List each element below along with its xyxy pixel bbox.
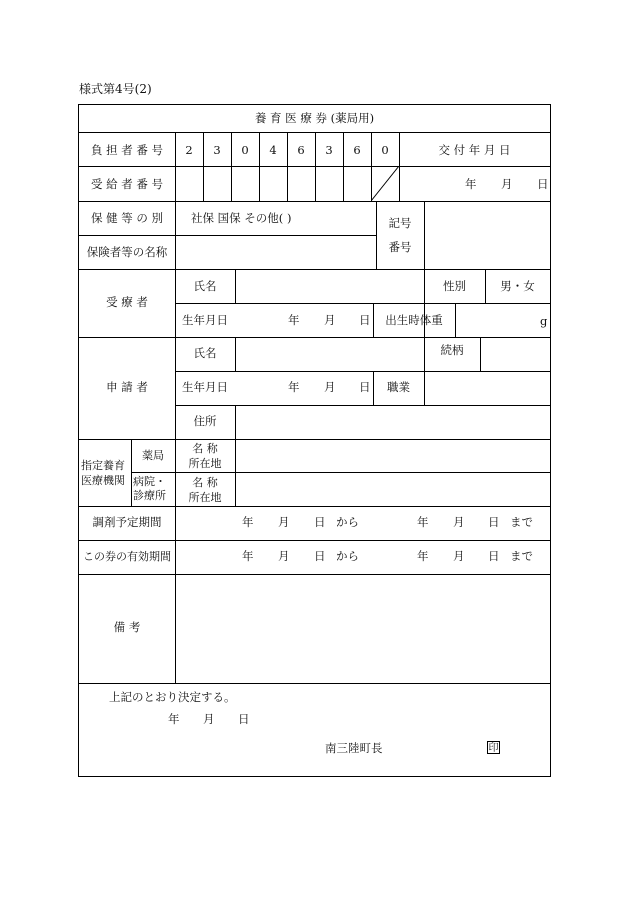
occupation-label: 職業	[387, 380, 410, 394]
from-label: から	[336, 515, 359, 529]
applicant-label: 申 請 者	[106, 380, 148, 394]
hospital-name-label: 名 称	[192, 476, 218, 489]
medical-care-voucher-form	[78, 104, 551, 777]
burden-digit: 2	[185, 143, 193, 157]
date-month: 月	[324, 380, 336, 394]
date-year: 年	[417, 549, 429, 563]
patient-birthdate-label: 生年月日	[182, 313, 228, 327]
date-month: 月	[278, 549, 290, 563]
applicant-birthdate-label: 生年月日	[182, 380, 228, 394]
date-day: 日	[238, 712, 250, 726]
insurance-type-options: 社保 国保 その他( )	[191, 211, 292, 225]
burden-digit: 0	[241, 143, 249, 157]
applicant-name-label: 氏名	[193, 346, 217, 360]
to-label: まで	[510, 549, 533, 563]
burden-digit: 3	[325, 143, 333, 157]
date-day: 日	[488, 549, 500, 563]
date-day: 日	[359, 380, 371, 394]
date-year: 年	[168, 712, 180, 726]
date-month: 月	[453, 549, 465, 563]
date-year: 年	[288, 313, 300, 327]
burden-digit: 4	[269, 143, 277, 157]
dispensing-period-label: 調剤予定期間	[92, 515, 162, 529]
pharmacy-location-label: 所在地	[188, 457, 222, 470]
form-title: 養 育 医 療 券 (薬局用)	[254, 111, 375, 125]
to-label: まで	[510, 515, 533, 529]
date-year: 年	[242, 515, 254, 529]
remarks-label: 備 考	[113, 620, 141, 634]
burden-digit: 0	[381, 143, 389, 157]
institution-label-1: 指定養育	[81, 459, 125, 472]
pharmacy-name-label: 名 称	[192, 442, 218, 455]
institution-label-2: 医療機関	[81, 474, 125, 487]
diagonal-slash	[371, 166, 399, 201]
date-year: 年	[242, 549, 254, 563]
burden-digit: 6	[353, 143, 361, 157]
signer: 南三陸町長	[325, 741, 383, 755]
insurer-name-label: 保険者等の名称	[86, 245, 168, 259]
date-year: 年	[288, 380, 300, 394]
date-day: 日	[488, 515, 500, 529]
date-day: 日	[314, 515, 326, 529]
recipient-number-label: 受 給 者 番 号	[90, 177, 164, 191]
date-month: 月	[324, 313, 336, 327]
form-number: 様式第4号(2)	[79, 82, 152, 96]
birth-weight-label: 出生時体重	[385, 313, 443, 327]
patient-name-label: 氏名	[193, 279, 217, 293]
date-year: 年	[417, 515, 429, 529]
date-day: 日	[314, 549, 326, 563]
hospital-location-label: 所在地	[188, 491, 222, 504]
burden-digit: 6	[297, 143, 305, 157]
date-month: 月	[203, 712, 215, 726]
decision-text: 上記のとおり決定する。	[109, 690, 236, 704]
burden-number-label: 負 担 者 番 号	[90, 143, 164, 157]
weight-unit: g	[540, 314, 548, 328]
date-month: 月	[453, 515, 465, 529]
relationship-label: 続柄	[440, 343, 464, 357]
date-month: 月	[278, 515, 290, 529]
seal-mark: 印	[488, 743, 499, 754]
issue-date-label: 交 付 年 月 日	[438, 143, 511, 157]
hospital-label-2: 診療所	[133, 489, 166, 502]
date-day: 日	[537, 177, 549, 191]
date-month: 月	[501, 177, 513, 191]
burden-digit: 3	[213, 143, 221, 157]
patient-label: 受 療 者	[106, 295, 148, 309]
patient-gender-label: 性別	[443, 279, 466, 293]
address-label: 住所	[193, 414, 217, 428]
date-day: 日	[359, 313, 371, 327]
pharmacy-label: 薬局	[142, 449, 164, 462]
hospital-label-1: 病院・	[133, 475, 166, 488]
bango-label: 番号	[388, 240, 412, 254]
validity-period-label: この券の有効期間	[83, 550, 171, 563]
date-year: 年	[465, 177, 477, 191]
patient-gender-value: 男・女	[500, 279, 535, 293]
from-label: から	[336, 549, 359, 563]
kigo-label: 記号	[388, 216, 412, 230]
insurance-type-label: 保 健 等 の 別	[90, 211, 164, 225]
